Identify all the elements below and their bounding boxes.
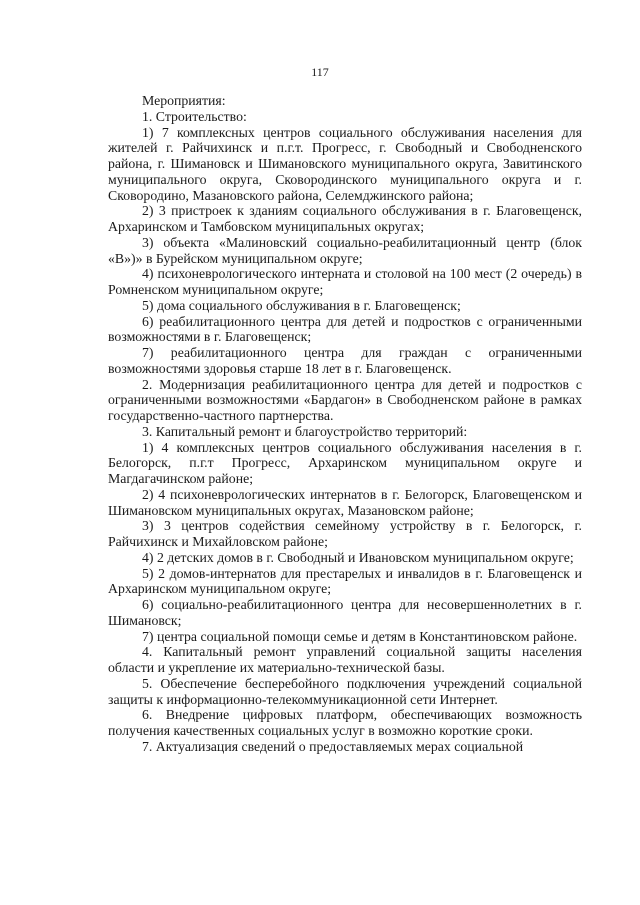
- paragraph-section-7: 7. Актуализация сведений о предоставляемых мерах социальной: [142, 738, 524, 754]
- paragraph-item: 5) дома социального обслуживания в г. Благовещенск;: [142, 297, 461, 313]
- paragraph-section-3: 3. Капитальный ремонт и благоустройство территорий:: [142, 423, 468, 439]
- paragraph-item: 2) 4 психоневрологических интернатов в г. Белогорск, Благовещенском и Шимановском муниципальных округах, Мазановском районе;: [108, 486, 582, 518]
- paragraph-item: 7) центра социальной помощи семье и детям в Константиновском районе.: [142, 628, 578, 644]
- paragraph-item: 6) социально-реабилитационного центра для несовершеннолетних в г. Шимановск;: [108, 597, 582, 628]
- paragraph-section-2: 2. Модернизация реабилитационного центра для детей и подростков с ограниченными возможностями «Бардагон» в Свободненском районе в рамках государственно-частного партнерства.: [108, 376, 582, 423]
- paragraph-item: 2) 3 пристроек к зданиям социального обслуживания в г. Благовещенск, Архаринском и Тамбовском муниципальных округах;: [108, 203, 582, 234]
- paragraph-section-1: 1. Строительство:: [142, 108, 247, 124]
- paragraph-item: 1) 7 комплексных центров социального обслуживания населения для жителей г. Райчихинск и п.г.т. Прогресс, г. Свободный и Свободненского района, г. Шимановск и Шимановского муниципального округа, Завитинского муниципального округа, Сковородинского муниципального округа и г. Сковородино, Мазановского района, Селемджинского района;: [108, 124, 582, 203]
- paragraph-heading-measures: Мероприятия:: [142, 93, 226, 108]
- page-number: 117: [311, 65, 329, 79]
- paragraph-item: 4) психоневрологического интерната и столовой на 100 мест (2 очередь) в Ромненском муниципальном округе;: [108, 266, 582, 297]
- paragraph-item: 7) реабилитационного центра для граждан с ограниченными возможностями здоровья старше 18 лет в г. Благовещенск.: [108, 345, 582, 376]
- paragraph-section-4: 4. Капитальный ремонт управлений социальной защиты населения области и укрепление их материально-технической базы.: [108, 644, 582, 675]
- paragraph-section-5: 5. Обеспечение бесперебойного подключения учреждений социальной защиты к информационно-телекоммуникационной сети Интернет.: [108, 675, 582, 707]
- paragraph-item: 3) 3 центров содействия семейному устройству в г. Белогорск, г. Райчихинск и Михайловском районе;: [108, 518, 582, 549]
- paragraph-item: 3) объекта «Малиновский социально-реабилитационный центр (блок «В»)» в Бурейском муниципальном округе;: [108, 234, 582, 266]
- paragraph-section-6: 6. Внедрение цифровых платформ, обеспечивающих возможность получения качественных социальных услуг в возможно короткие сроки.: [108, 707, 582, 738]
- document-body: [108, 93, 582, 755]
- paragraph-item: 4) 2 детских домов в г. Свободный и Ивановском муниципальном округе;: [142, 549, 574, 565]
- paragraph-item: 6) реабилитационного центра для детей и подростков с ограниченными возможностями в г. Благовещенск;: [108, 313, 582, 345]
- paragraph-item: 1) 4 комплексных центров социального обслуживания населения в г. Белогорск, п.г.т Прогресс, Архаринском муниципальном округе и Магдагачинском районе;: [108, 439, 582, 486]
- paragraph-item: 5) 2 домов-интернатов для престарелых и инвалидов в г. Благовещенск и Архаринском муниципальном округе;: [108, 565, 582, 597]
